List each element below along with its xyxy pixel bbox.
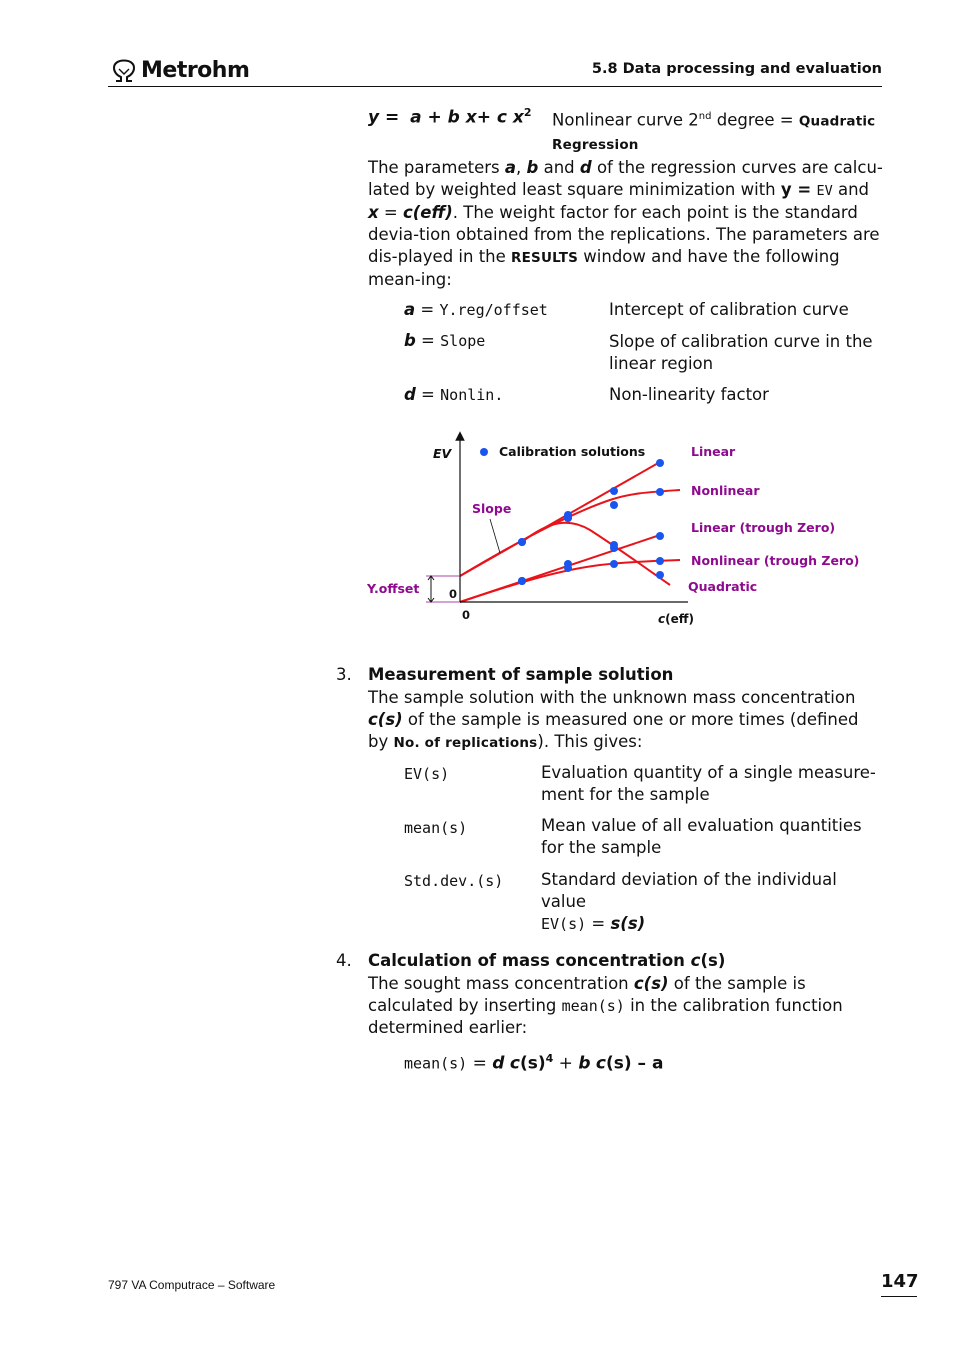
series-label-1: Nonlinear (691, 483, 760, 498)
formula-description: Nonlinear curve 2nd degree = Quadratic Regression (552, 110, 876, 153)
series-label-0: Linear (691, 444, 736, 459)
calibration-point-1-3 (656, 488, 664, 496)
param-b-symbol: b = Slope (404, 331, 486, 350)
quadratic-formula: y = a + b x+ c $x^2$ (368, 106, 532, 128)
calibration-point-4-0 (564, 511, 572, 519)
calibration-point-1-0 (518, 538, 526, 546)
mean-s-description: Mean value of all evaluation quantities for the sample (541, 816, 862, 857)
calibration-point-1-2 (610, 501, 618, 509)
step4-title: Calculation of mass concentration c(s) (368, 951, 726, 970)
param-d-symbol: d = Nonlin. (404, 385, 504, 404)
param-b-description: Slope of calibration curve in the linear region (609, 332, 873, 373)
param-d-description: Non-linearity factor (609, 385, 769, 404)
calibration-point-0-3 (656, 459, 664, 467)
series-label-4: Quadratic (688, 579, 758, 594)
calibration-point-4-2 (656, 571, 664, 579)
y-origin-label: 0 (449, 587, 458, 601)
step3-paragraph: The sample solution with the unknown mass concentration c(s) of the sample is measured one or more times (defined by No. of replications). This gives: (368, 688, 859, 751)
stddev-s-code: Std.dev.(s) (404, 872, 504, 890)
slope-pointer (490, 519, 500, 553)
calibration-point-3-0 (518, 577, 526, 585)
calibration-point-3-3 (656, 557, 664, 565)
mean-s-code: mean(s) (404, 819, 468, 837)
calibration-curves-chart (360, 430, 890, 635)
calibration-point-4-1 (610, 541, 618, 549)
step3-number: 3. (336, 665, 352, 684)
x-origin-label: 0 (462, 608, 471, 622)
x-axis-label: c(eff) (658, 612, 694, 626)
calibration-point-3-1 (564, 564, 572, 572)
param-a-description: Intercept of calibration curve (609, 300, 849, 319)
ev-s-code: EV(s) (404, 765, 450, 783)
regression-parameters-paragraph: The parameters a, b and d of the regression curves are calcu-lated by weighted least square minimization with y = EV and x = c(eff). The weight factor for each point is the standard devia-tion obtained from the replications. The parameters are dis-played in the RESULTS window and have the following mean-ing: (368, 158, 883, 289)
yoffset-label: Y.offset (367, 581, 420, 596)
step4-paragraph: The sought mass concentration c(s) of the sample is calculated by inserting mean(s) in the calibration function determined earlier: (368, 974, 843, 1037)
page-number-rule (881, 1296, 917, 1297)
calibration-point-2-3 (656, 532, 664, 540)
calibration-point-0-2 (610, 487, 618, 495)
footer-product-name: 797 VA Computrace – Software (108, 1278, 276, 1292)
stddev-s-description: Standard deviation of the individual value EV(s) = s(s) (541, 870, 837, 933)
page-number: 147 (881, 1271, 919, 1292)
legend-label: Calibration solutions (499, 444, 646, 459)
logo-text: Metrohm (141, 58, 250, 83)
calibration-point-3-2 (610, 560, 618, 568)
ev-s-description: Evaluation quantity of a single measure-ment for the sample (541, 763, 876, 804)
legend-marker (480, 448, 488, 456)
metrohm-logo (110, 58, 249, 83)
omega-logo-icon (110, 59, 138, 83)
param-a-symbol: a = Y.reg/offset (404, 300, 548, 319)
series-label-2: Linear (trough Zero) (691, 520, 836, 535)
series-label-3: Nonlinear (trough Zero) (691, 553, 860, 568)
step3-title: Measurement of sample solution (368, 665, 674, 684)
slope-label: Slope (472, 501, 512, 516)
section-heading: 5.8 Data processing and evaluation (591, 61, 882, 77)
step4-number: 4. (336, 951, 352, 970)
y-axis-label: EV (433, 446, 452, 461)
calibration-equation: mean(s) = d $c(s)^4 + b$ c(s) – a (404, 1052, 664, 1074)
header-rule (108, 86, 882, 87)
